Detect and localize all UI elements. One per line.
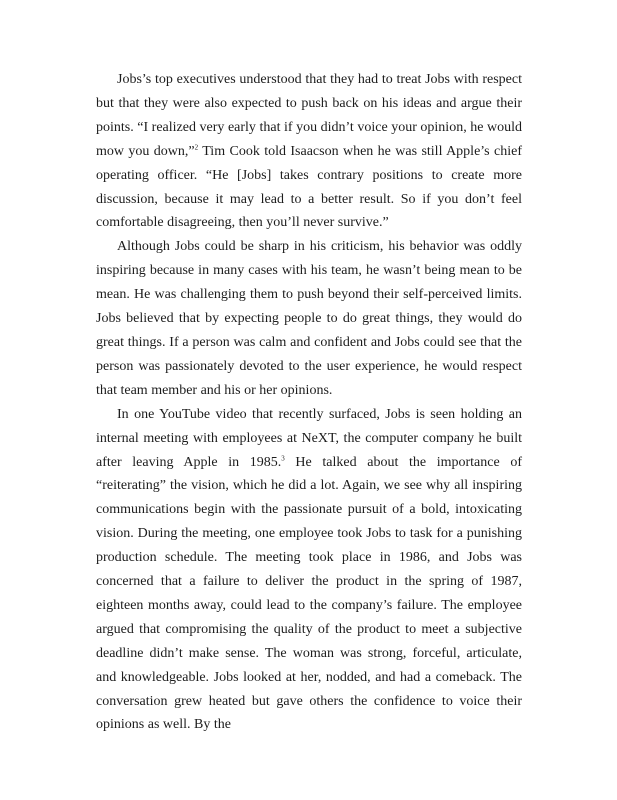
paragraph — [96, 235, 522, 402]
paragraph-text: Although Jobs could be sharp in his criticism, his behavior was oddly inspiring because in many cases with his team, he wasn’t being mean to be mean. He was challenging them to push beyond their self-perceived limits. Jobs believed that by expecting people to do great things, they would do great things. If a person was calm and confident and Jobs could see that the person was passionately devoted to the user experience, he would respect that team member and his or her opinions. — [96, 239, 522, 398]
paragraph-text: In one YouTube video that recently surfaced, Jobs is seen holding an internal meeting with employees at NeXT, the computer company he built after leaving Apple in 1985. — [96, 406, 522, 470]
paragraph — [96, 68, 522, 235]
paragraph-text: Tim Cook told Isaacson when he was still Apple’s chief operating officer. “He [Jobs] takes contrary positions to create more discussion, because it may lead to a better result. So if you don’t feel comfortable disagreeing, then you’ll never survive.” — [96, 143, 522, 231]
paragraph — [96, 403, 522, 738]
paragraph-text: Jobs’s top executives understood that they had to treat Jobs with respect but that they were also expected to push back on his ideas and argue their points. “I realized very early that if you didn’t voice your opinion, he would mow you down,” — [96, 72, 522, 159]
paragraph-text: He talked about the importance of “reiterating” the vision, which he did a lot. Again, we see why all inspiring communications begin with the passionate pursuit of a bold, intoxicating vision. During the meeting, one employee took Jobs to task for a punishing production schedule. The meeting took place in 1986, and Jobs was concerned that a failure to deliver the product in the spring of 1987, eighteen months away, could lead to the company’s failure. The employee argued that compromising the quality of the product to meet a subjective deadline didn’t make sense. The woman was strong, forceful, articulate, and knowledgeable. Jobs looked at her, nodded, and had a comeback. The conversation grew heated but gave others the confidence to voice their opinions as well. By the — [96, 454, 523, 733]
footnote-marker: 3 — [281, 453, 285, 462]
footnote-marker: 2 — [194, 143, 199, 152]
body-text — [96, 68, 522, 737]
